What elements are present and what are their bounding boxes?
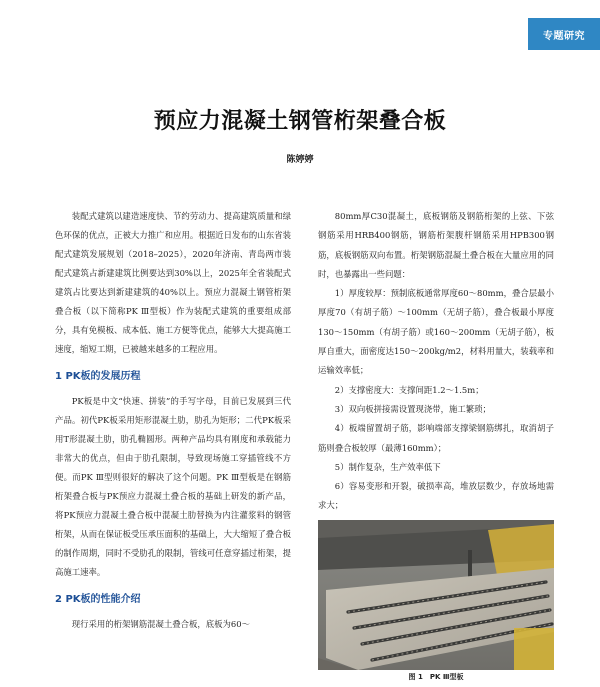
right-paragraph-2: 1）厚度较厚：预制底板通常厚度60～80mm，叠合层最小厚度70（有胡子筋）～100mm（无胡子筋），叠合板最小厚度130～150mm（有胡子筋）或160～200mm（无胡子筋），板厚自重大，面密度达150～200kg/m2，材料用量大，装载率和运输效率低； [318,288,554,376]
section-1-heading: 1 PK板的发展历程 [55,371,141,382]
right-paragraph-7: 6）容易变形和开裂，破损率高，堆放层数少，存放场地需求大； [318,481,554,511]
section-2-heading: 2 PK板的性能介绍 [55,594,141,605]
section-2-paragraph: 现行采用的桁架钢筋混凝土叠合板，底板为60～ [71,619,250,629]
figure-caption: 图 1 PK Ⅲ型板 [408,673,464,681]
right-paragraph-1: 80mm厚C30混凝土，底板钢筋及钢筋桁架的上弦、下弦钢筋采用HRB400钢筋，钢筋桁架腹杆钢筋采用HPB300钢筋，底板钢筋双向布置。桁架钢筋混凝土叠合板在大量应用的同时，也暴露出一些问题： [318,211,554,279]
right-paragraph-4: 3）双向板拼接需设置现浇带，施工繁琐； [334,403,491,414]
pk-slab-photo-illustration [318,520,554,670]
intro-paragraph: 装配式建筑以建造速度快、节约劳动力、提高建筑质量和绿色环保的优点，正被大力推广和应用。根据近日发布的山东省装配式建筑发展规划（2018–2025），2020年济南、青岛两市装配式建筑占新建建筑比例要达到30%以上，2025年全省装配式建筑占比要达到新建建筑的40%以上。预应力混凝土钢管桁架叠合板（以下简称PK Ⅲ型板）作为装配式建筑的重要组成部分，具有免模板、成本低、施工方便等优点，能够大大提高施工速度，缩短工期，已被越来越多的工程应用。 [55,211,291,354]
section-tag: 专题研究 [528,18,600,50]
right-paragraph-5: 4）板端留置胡子筋，影响端部支撑梁钢筋绑扎，取消胡子筋则叠合板较厚（最薄160mm）； [318,423,554,453]
right-paragraph-3: 2）支撑密度大：支撑间距1.2～1.5m； [334,384,484,395]
article-author: 陈婷婷 [286,155,314,165]
pk-slab-photo [318,520,554,670]
right-paragraph-6: 5）制作复杂，生产效率低下 [334,461,441,472]
right-column [318,207,554,516]
left-column [55,207,291,634]
section-1-paragraph: PK板是中文“快速、拼装”的手写字母，目前已发展到三代产品。初代PK板采用矩形混凝土肋，肋孔为矩形；二代PK板采用T形混凝土肋，肋孔椭圆形。两种产品均具有刚度和承载能力非常大的优点，但由于肋孔限制，导致现场施工穿插管线不方便。而PK Ⅲ型则很好的解决了这个问题。PK Ⅲ型板是在钢筋桁架叠合板与PK预应力混凝土叠合板的基础上研发的新产品，将PK预应力混凝土叠合板中混凝土肋替换为内注灌浆料的钢管桁架，从而在保证板受压承压面积的基础上，大大缩短了叠合板的制作周期，同时不受肋孔的限制，管线可任意穿插过桁架，提高施工速率。 [55,396,291,577]
article-title: 预应力混凝土钢管桁架叠合板 [153,109,447,134]
